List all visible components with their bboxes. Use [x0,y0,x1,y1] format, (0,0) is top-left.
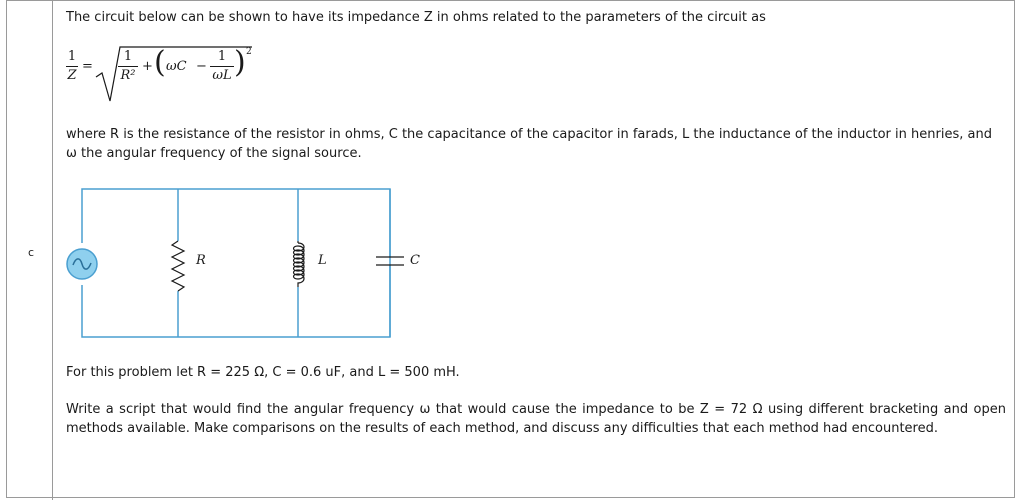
resistor-label: R [196,253,206,268]
r-denominator: R² [120,68,136,83]
intro-text: The circuit below can be shown to have its impedance Z in ohms related to the parameters of the circuit as [66,10,766,25]
definitions-text: where R is the resistance of the resistor in ohms, C the capacitance of the capacitor in farads, L the inductance of the inductor in henries, and ω the angular frequency of the signal source. [66,127,992,161]
values-text: For this problem let R = 225 Ω, C = 0.6 uF, and L = 500 mH. [66,365,460,380]
exponent: 2 [246,47,252,57]
omega-c-term: ωC [166,59,187,74]
lhs-denominator: Z [67,68,77,83]
row-label: c [28,246,35,259]
wl-denominator: ωL [212,68,232,83]
rlc-circuit-diagram [66,179,1006,349]
plus-sign: + [142,59,153,74]
r-fraction [118,49,138,84]
circuit-svg [66,179,406,349]
capacitor-label: C [410,253,420,268]
right-paren: ) [234,45,246,80]
minus-sign: − [196,59,207,74]
ac-source-icon [67,249,97,279]
wl-numerator: 1 [217,49,227,64]
wl-fraction [210,49,234,84]
impedance-equation [66,43,1006,111]
lhs-fraction [66,49,78,84]
left-paren: ( [154,45,166,80]
column-divider [52,0,53,500]
inductor-label: L [318,253,327,268]
question-content [66,8,1006,438]
task-text: Write a script that would find the angular frequency ω that would cause the impedance to be Z = 72 Ω using different bracketing and open methods available. Make comparisons on the results of each method, and discuss any difficulties that each method had encountered. [66,402,1006,436]
inductor-icon [294,241,305,287]
resistor-icon [172,241,184,291]
lhs-numerator: 1 [67,49,77,64]
r-numerator: 1 [123,49,133,64]
equals-sign: = [82,59,93,74]
